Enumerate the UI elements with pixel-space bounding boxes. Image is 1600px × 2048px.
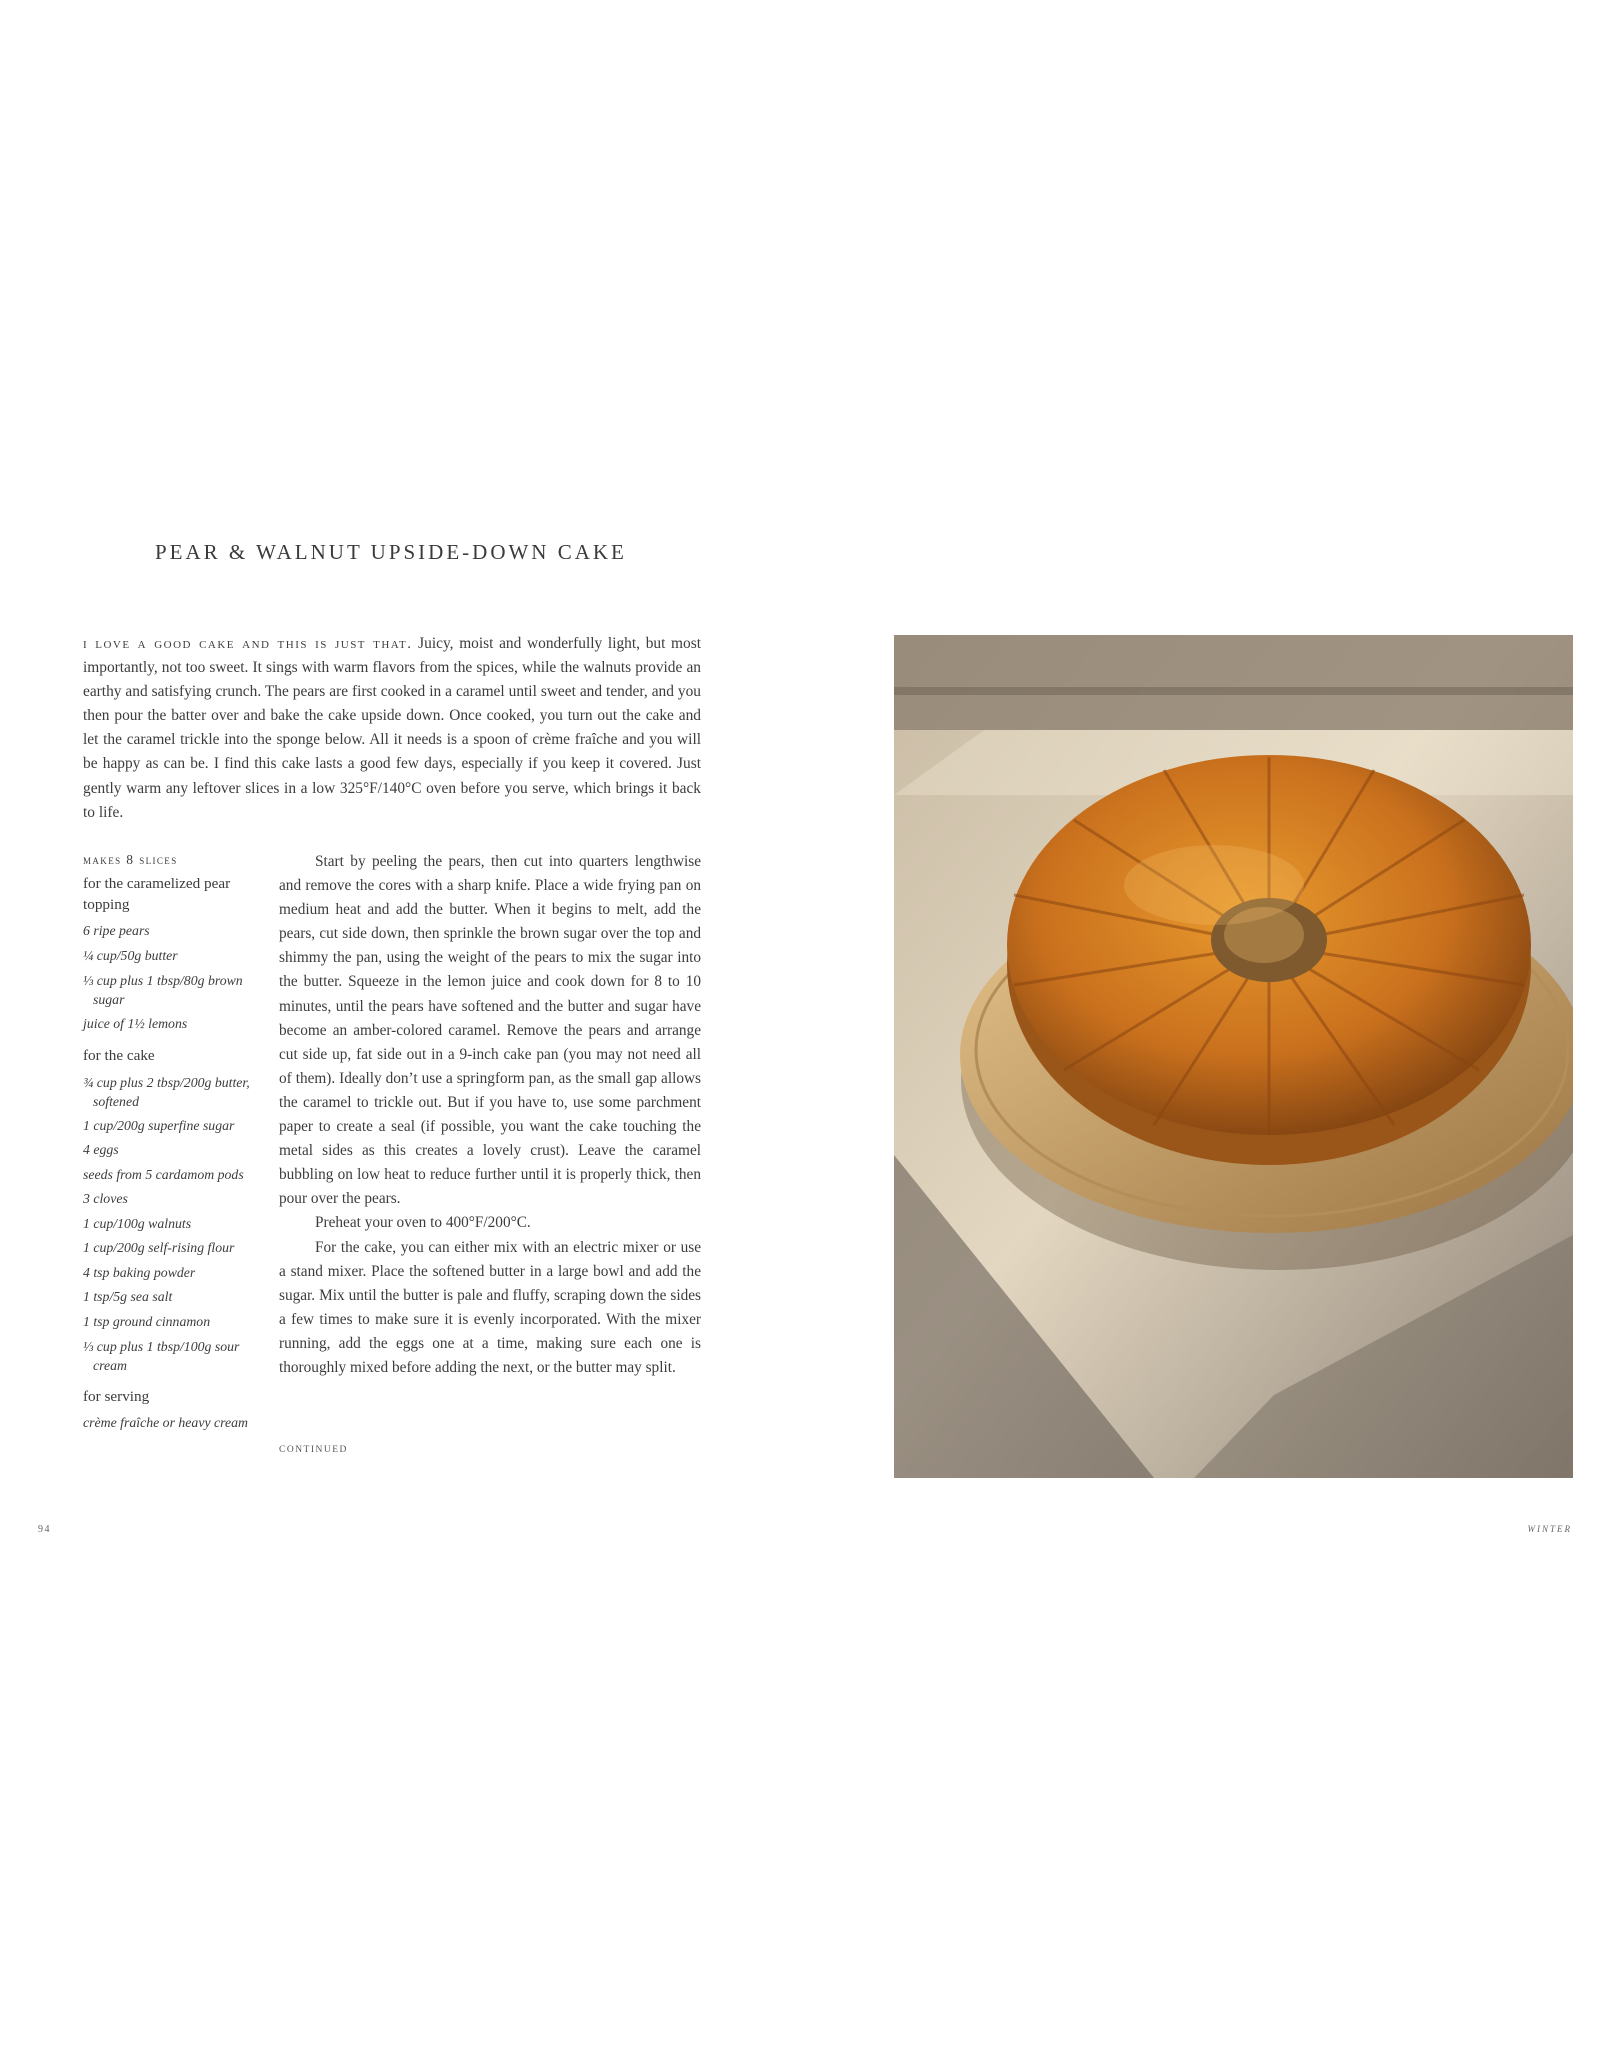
ingredient-item: 6 ripe pears	[83, 923, 150, 938]
ingredient-group-heading: for serving	[83, 1388, 150, 1405]
method-paragraph: Start by peeling the pears, then cut into quarters lengthwise and remove the cores with a sharp knife. Place a wide frying pan on medium heat and add the butter. When it begins to melt, add the pears, cut side down, then sprinkle the brown sugar over the top and shimmy the pan, using the weight of the pears to mix the sugar into the butter. Squeeze in the lemon juice and cook down for 8 to 10 minutes, until the pears have softened and the butter and sugar have become an amber-colored caramel. Remove the pears and arrange cut side up, fat side out in a 9-inch cake pan (you may not need all of them). Ideally don’t use a springform pan, as the small gap allows the caramel to trickle out. But if you have to, use some parchment paper to create a seal (if possible, you want the cake touching the metal sides as this creates a lovely crust). Leave the caramel bubbling on low heat to reduce further until it is properly thick, then pour over the pears.	[279, 853, 701, 1208]
cake-photo-illustration	[894, 635, 1573, 1478]
ingredient-item: ¾ cup plus 2 tbsp/200g butter, softened	[83, 1074, 250, 1109]
intro-lead: i love a good cake and this is just that.	[83, 636, 413, 652]
ingredient-list	[83, 850, 273, 1436]
section-label: WINTER	[1527, 1524, 1572, 1534]
ingredient-group-heading: for the caramelized pear topping	[83, 875, 231, 913]
yield-label: makes 8 slices	[83, 852, 178, 867]
ingredient-item: juice of 1½ lemons	[83, 1016, 188, 1031]
ingredient-item: 1 cup/100g walnuts	[83, 1215, 192, 1231]
intro-body: Juicy, moist and wonderfully light, but most importantly, not too sweet. It sings with warm flavors from the spices, while the walnuts provide an earthy and satisfying crunch. The pears are first cooked in a caramel until sweet and tender, and you then pour the batter over and bake the cake upside down. Once cooked, you turn out the cake and let the caramel trickle into the sponge below. All it needs is a spoon of crème fraîche and you will be happy as can be. I find this cake lasts a good few days, especially if you keep it covered. Just gently warm any leftover slices in a low 325°F/140°C oven before you serve, which brings it back to life.	[83, 635, 701, 821]
ingredient-item: ⅓ cup plus 1 tbsp/80g brown sugar	[83, 973, 243, 1007]
ingredient-item: 1 cup/200g self-rising flour	[83, 1240, 235, 1255]
ingredient-group-heading: for the cake	[83, 1046, 155, 1064]
method-paragraph: Preheat your oven to 400°F/200°C.	[315, 1214, 531, 1232]
recipe-title: PEAR & WALNUT UPSIDE-DOWN CAKE	[155, 540, 627, 564]
page-number: 94	[38, 1524, 51, 1535]
ingredient-item: 1 tsp/5g sea salt	[83, 1289, 173, 1304]
continued-label: CONTINUED	[279, 1445, 348, 1455]
ingredient-item: 1 cup/200g superfine sugar	[83, 1117, 235, 1133]
ingredient-item: ⅓ cup plus 1 tbsp/100g sour cream	[83, 1339, 240, 1373]
ingredient-item: crème fraîche or heavy cream	[83, 1415, 248, 1430]
method-paragraph: For the cake, you can either mix with an electric mixer or use a stand mixer. Place the softened butter in a large bowl and add the sugar. Mix until the butter is pale and fluffy, scraping down the sides a few times to make sure it is evenly incorporated. With the mixer running, add the eggs one at a time, making sure each one is thoroughly mixed before adding the next, or the butter may split.	[279, 1238, 701, 1376]
ingredient-item: 4 tsp baking powder	[83, 1264, 196, 1280]
recipe-intro	[83, 632, 701, 825]
ingredient-item: seeds from 5 cardamom pods	[83, 1166, 244, 1182]
cake-photo	[894, 635, 1573, 1478]
ingredient-item: 3 cloves	[83, 1191, 128, 1206]
ingredient-item: 1 tsp ground cinnamon	[83, 1313, 211, 1329]
method-text	[279, 850, 701, 1380]
ingredient-item: 4 eggs	[83, 1142, 119, 1157]
ingredient-item: ¼ cup/50g butter	[83, 947, 178, 963]
